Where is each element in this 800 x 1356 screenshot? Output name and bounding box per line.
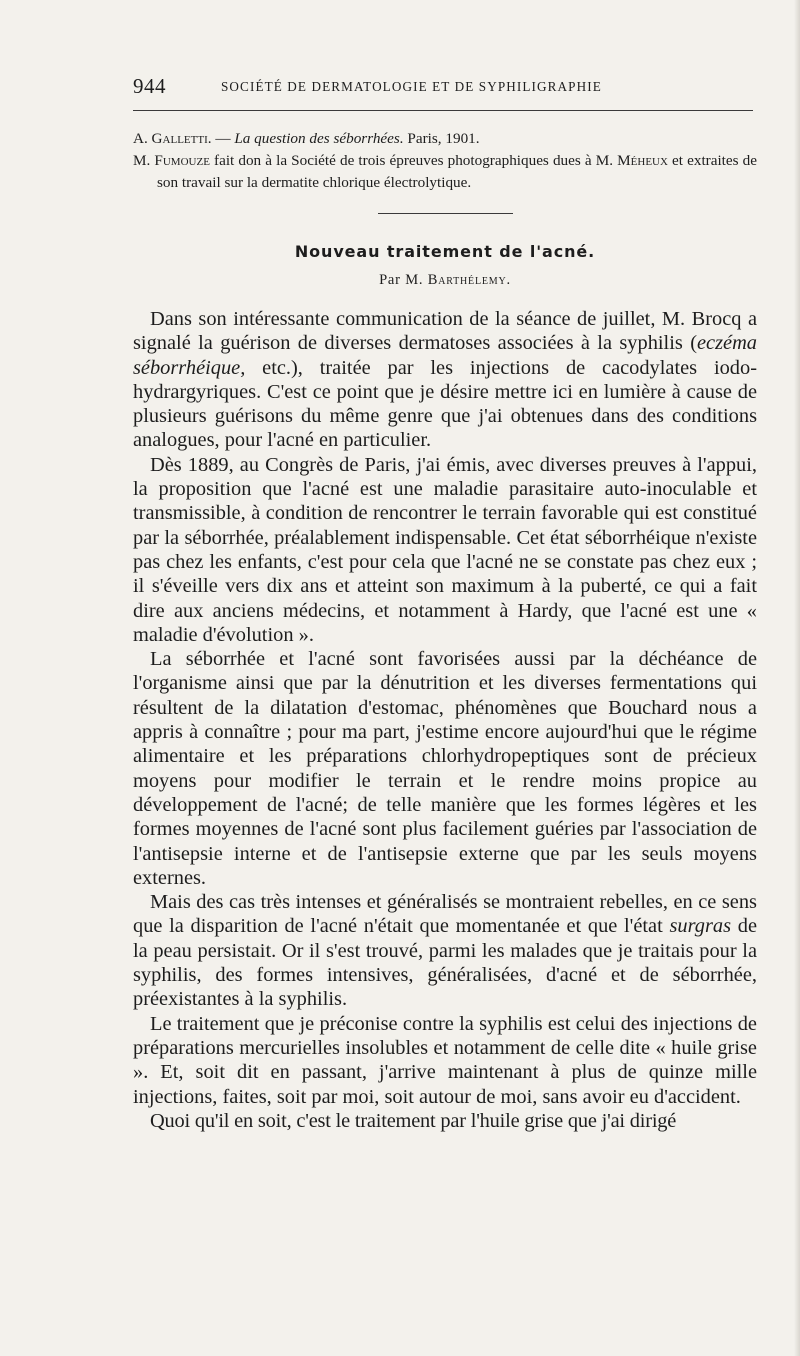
references-block bbox=[133, 128, 757, 194]
paragraph-3: La séborrhée et l'acné sont favorisées aussi par la déchéance de l'organisme ainsi que par la dénutrition et les diverses fermentations qui résultent de la dilatation d'estomac, phénomènes que Bouchard nous a appris à connaître ; pour ma part, j'estime encore aujourd'hui que le régime alimentaire et les préparations chlorhydropeptiques sont de précieux moyens pour modifier le terrain et le rendre moins propice au développement de l'acné; de telle manière que les formes légères et les formes moyennes de l'acné sont plus facilement guéries par l'association de l'antisepsie interne et de l'antisepsie externe que par les seuls moyens externes. bbox=[133, 648, 757, 889]
fumouze-text-2: et extraites de son travail sur la dermatite chlorique électrolytique. bbox=[157, 152, 757, 191]
paragraph-4-text-a: Mais des cas très intenses et généralisés se montraient rebelles, en ce sens que la disparition de l'acné n'était que momentanée et que l'état bbox=[133, 891, 757, 938]
reference-place-year: Paris, 1901. bbox=[403, 130, 480, 147]
page-number: 944 bbox=[133, 74, 166, 98]
paragraph-4 bbox=[133, 890, 757, 1011]
paragraph-2: Dès 1889, au Congrès de Paris, j'ai émis, avec diverses preuves à l'appui, la proposition que l'acné est une maladie parasitaire auto-inoculable et transmissible, à condition de rencontrer le terrain favorable qui est constitué par la séborrhée, préalablement indispensable. Cet état séborrhéique n'existe pas chez les enfants, c'est pour cela que l'acné ne se constate pas chez eux ; il s'éveille vers dix ans et atteint son maximum à la puberté, ce qui a fait dire aux anciens médecins, et notamment à Hardy, que l'acné est une « maladie d'évolution ». bbox=[133, 453, 757, 646]
article-body bbox=[133, 307, 757, 1133]
reference-title: La question des séborrhées. bbox=[234, 130, 404, 147]
paragraph-4-text-b: de la peau persistait. Or il s'est trouvé, parmi les malades que je traitais pour la syphilis, des formes intensives, généralisées, d'acné et de séborrhée, préexistantes à la syphilis. bbox=[133, 915, 758, 1011]
reference-galletti bbox=[133, 128, 757, 150]
paragraph-6: Quoi qu'il en soit, c'est le traitement par l'huile grise que j'ai dirigé bbox=[150, 1109, 677, 1132]
fumouze-prefix: M. bbox=[133, 152, 155, 169]
reference-dash: — bbox=[211, 130, 235, 147]
page-edge bbox=[794, 0, 800, 1356]
article-byline bbox=[133, 272, 757, 289]
header-rule bbox=[133, 110, 753, 111]
paragraph-4-italic: surgras bbox=[669, 915, 732, 938]
reference-fumouze bbox=[133, 150, 757, 194]
paragraph-5: Le traitement que je préconise contre la syphilis est celui des injections de préparations mercurielles insolubles et notamment de celle dite « huile grise ». Et, soit dit en passant, j'arrive maintenant à plus de quinze mille injections, faites, soit par moi, soit autour de moi, sans avoir eu d'accident. bbox=[133, 1012, 757, 1108]
section-separator bbox=[378, 213, 513, 214]
fumouze-name: Fumouze bbox=[154, 152, 210, 169]
page-header bbox=[133, 74, 753, 100]
paragraph-1-text-a: Dans son intéressante communication de la séance de juillet, M. Brocq a signalé la guérison de diverses dermatoses associées à la syphilis ( bbox=[133, 308, 757, 355]
running-title: SOCIÉTÉ DE DERMATOLOGIE ET DE SYPHILIGRAPHIE bbox=[221, 79, 602, 94]
meheux-name: Méheux bbox=[617, 152, 668, 169]
paragraph-1 bbox=[133, 307, 757, 453]
article-title: Nouveau traitement de l'acné. bbox=[294, 242, 596, 261]
paragraph-1-italic: eczéma séborrhéique, bbox=[133, 332, 757, 379]
fumouze-text-1: fait don à la Société de trois épreuves photographiques dues à M. bbox=[209, 152, 618, 169]
byline-author: Barthélemy. bbox=[427, 272, 511, 288]
reference-author: A. Galletti. bbox=[133, 130, 212, 147]
paragraph-1-text-b: etc.), traitée par les injections de cacodylates iodo-hydrargyriques. C'est ce point que je désire mettre ici en lumière à cause de plusieurs guérisons du même genre que j'ai obtenues dans des conditions analogues, pour l'acné en particulier. bbox=[133, 356, 757, 452]
byline-prefix: Par M. bbox=[379, 272, 428, 288]
